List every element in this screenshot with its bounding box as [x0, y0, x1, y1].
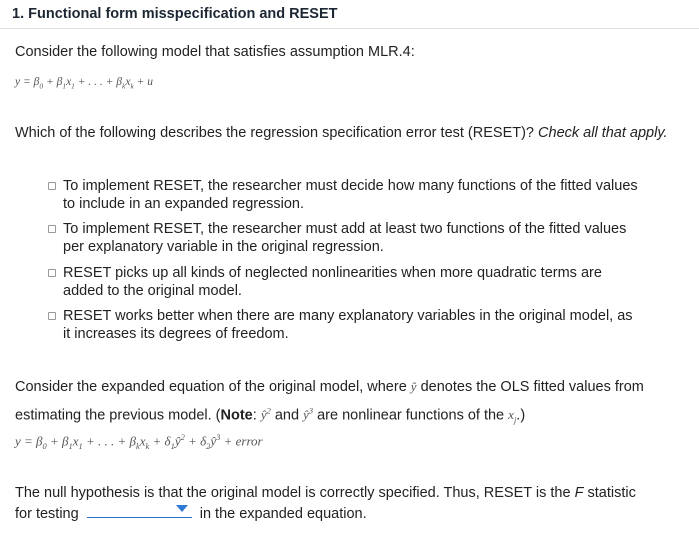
question-text — [15, 124, 690, 143]
chevron-down-icon[interactable] — [176, 505, 188, 512]
expanded-text: Consider the expanded equation of the original model, where ŷ denotes the OLS fitted values from estimating the previous model. (Note: $ŷ^2$ and $ŷ^3$ are nonlinear functions of the $x_j$.) — [15, 379, 644, 425]
option-3-checkbox[interactable] — [48, 269, 56, 277]
yhat-cubed-symbol: $ŷ^3$ — [303, 406, 314, 423]
null-hypothesis-text: The null hypothesis is that the original model is correctly specified. Thus, RESET is the F statistic for testing in the expanded equation. — [15, 485, 636, 522]
yhat-symbol: ŷ — [410, 379, 417, 394]
option-2-label: To implement RESET, the researcher must add at least two functions of the fitted values per explanatory variable in the original regression. — [63, 221, 627, 255]
question-header — [0, 0, 699, 29]
option-1-label: To implement RESET, the researcher must decide how many functions of the fitted values to include in an expanded regression. — [63, 178, 638, 212]
intro-text: Consider the following model that satisfies assumption MLR.4: — [15, 44, 415, 60]
yhat-squared-symbol: $ŷ^2$ — [260, 406, 271, 423]
option-2-checkbox[interactable] — [48, 225, 56, 233]
option-4-label: RESET works better when there are many explanatory variables in the original model, as it increases its degrees of freedom. — [63, 308, 633, 342]
question-title: 1. Functional form misspecification and RESET — [12, 6, 338, 22]
question-instruction: Check all that apply. — [538, 125, 668, 141]
expanded-equation: $y = \beta_0 + \beta_1x_1$ + . . . + $\beta_kx_k$ + $\delta_1ŷ^2$ + $\delta_2ŷ^3$ + error — [15, 432, 263, 451]
original-model-equation: $y = \beta_0 + \beta_1x_1$ + . . . + $\beta_kx_k + u$ — [15, 76, 154, 91]
xj-symbol: $x_j$ — [508, 407, 517, 425]
hypothesis-dropdown[interactable] — [87, 503, 192, 518]
option-4-checkbox[interactable] — [48, 312, 56, 320]
question-main: Which of the following describes the regression specification error test (RESET)? — [15, 125, 534, 141]
note-label: Note — [220, 407, 253, 424]
option-3-label: RESET picks up all kinds of neglected nonlinearities when more quadratic terms are added to the original model. — [63, 265, 602, 299]
option-1-checkbox[interactable] — [48, 182, 56, 190]
